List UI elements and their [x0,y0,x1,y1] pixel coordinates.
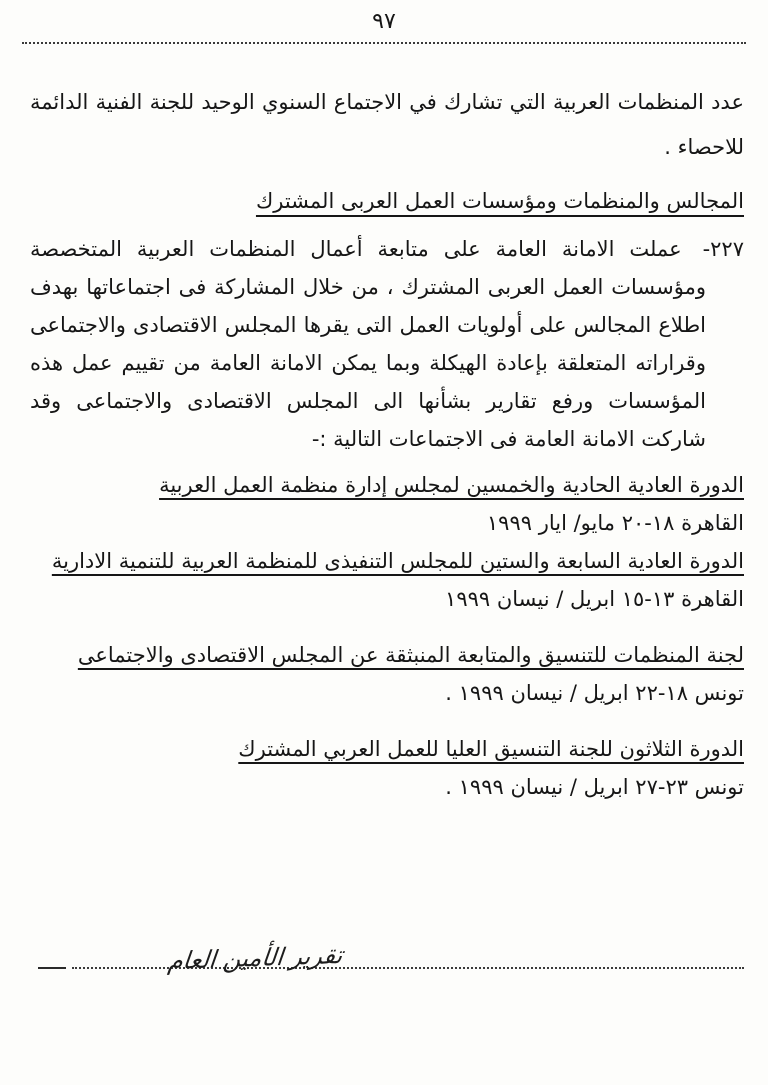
meeting-title: لجنة المنظمات للتنسيق والمتابعة المنبثقة عن المجلس الاقتصادى والاجتماعى [77,643,744,667]
footer-dash [38,967,66,969]
paragraph-body: عملت الامانة العامة على متابعة أعمال المنظمات العربية المتخصصة ومؤسسات العمل العربى المشترك ، من خلال المشاركة فى اجتماعاتها بهدف اطلاع المجالس على أولويات العمل التى يقرها المجلس الاقتصادى والاجتماعى وقراراته المتعلقة بإعادة الهيكلة وبما يمكن الامانة العامة من تقييم عمل هذه المؤسسات ورفع تقارير بشأنها الى المجلس الاقتصادى والاجتماعى وقد شاركت الامانة العامة فى الاجتماعات التالية :- [30,237,706,451]
meeting-location-date: تونس ١٨-٢٢ ابريل / نيسان ١٩٩٩ . [445,681,744,705]
page-content [0,44,768,806]
intro-paragraph: عدد المنظمات العربية التي تشارك في الاجتماع السنوي الوحيد للجنة الفنية الدائمة للاحصاء . [30,90,744,159]
meeting-entry [30,542,744,618]
numbered-paragraph [30,230,744,458]
meeting-entry [30,466,744,542]
meeting-location-date: تونس ٢٣-٢٧ ابريل / نيسان ١٩٩٩ . [445,775,744,799]
paragraph-number: ٢٢٧- [702,237,744,261]
meeting-title: الدورة الثلاثون للجنة التنسيق العليا للعمل العربي المشترك [238,737,744,761]
handwritten-signature: تقرير الأمين العام [166,940,345,976]
section-heading: المجالس والمنظمات ومؤسسات العمل العربى المشترك [255,189,744,213]
meeting-title: الدورة العادية السابعة والستين للمجلس التنفيذى للمنظمة العربية للتنمية الادارية [51,549,744,573]
meeting-entry [30,730,744,806]
page-footer [0,940,768,996]
meeting-location-date: القاهرة ١٨-٢٠ مايو/ ايار ١٩٩٩ [486,511,744,535]
meeting-title: الدورة العادية الحادية والخمسين لمجلس إدارة منظمة العمل العربية [159,473,744,497]
page-number: ٩٧ [372,9,396,34]
meeting-entry [30,636,744,712]
meeting-location-date: القاهرة ١٣-١٥ ابريل / نيسان ١٩٩٩ [445,587,744,611]
